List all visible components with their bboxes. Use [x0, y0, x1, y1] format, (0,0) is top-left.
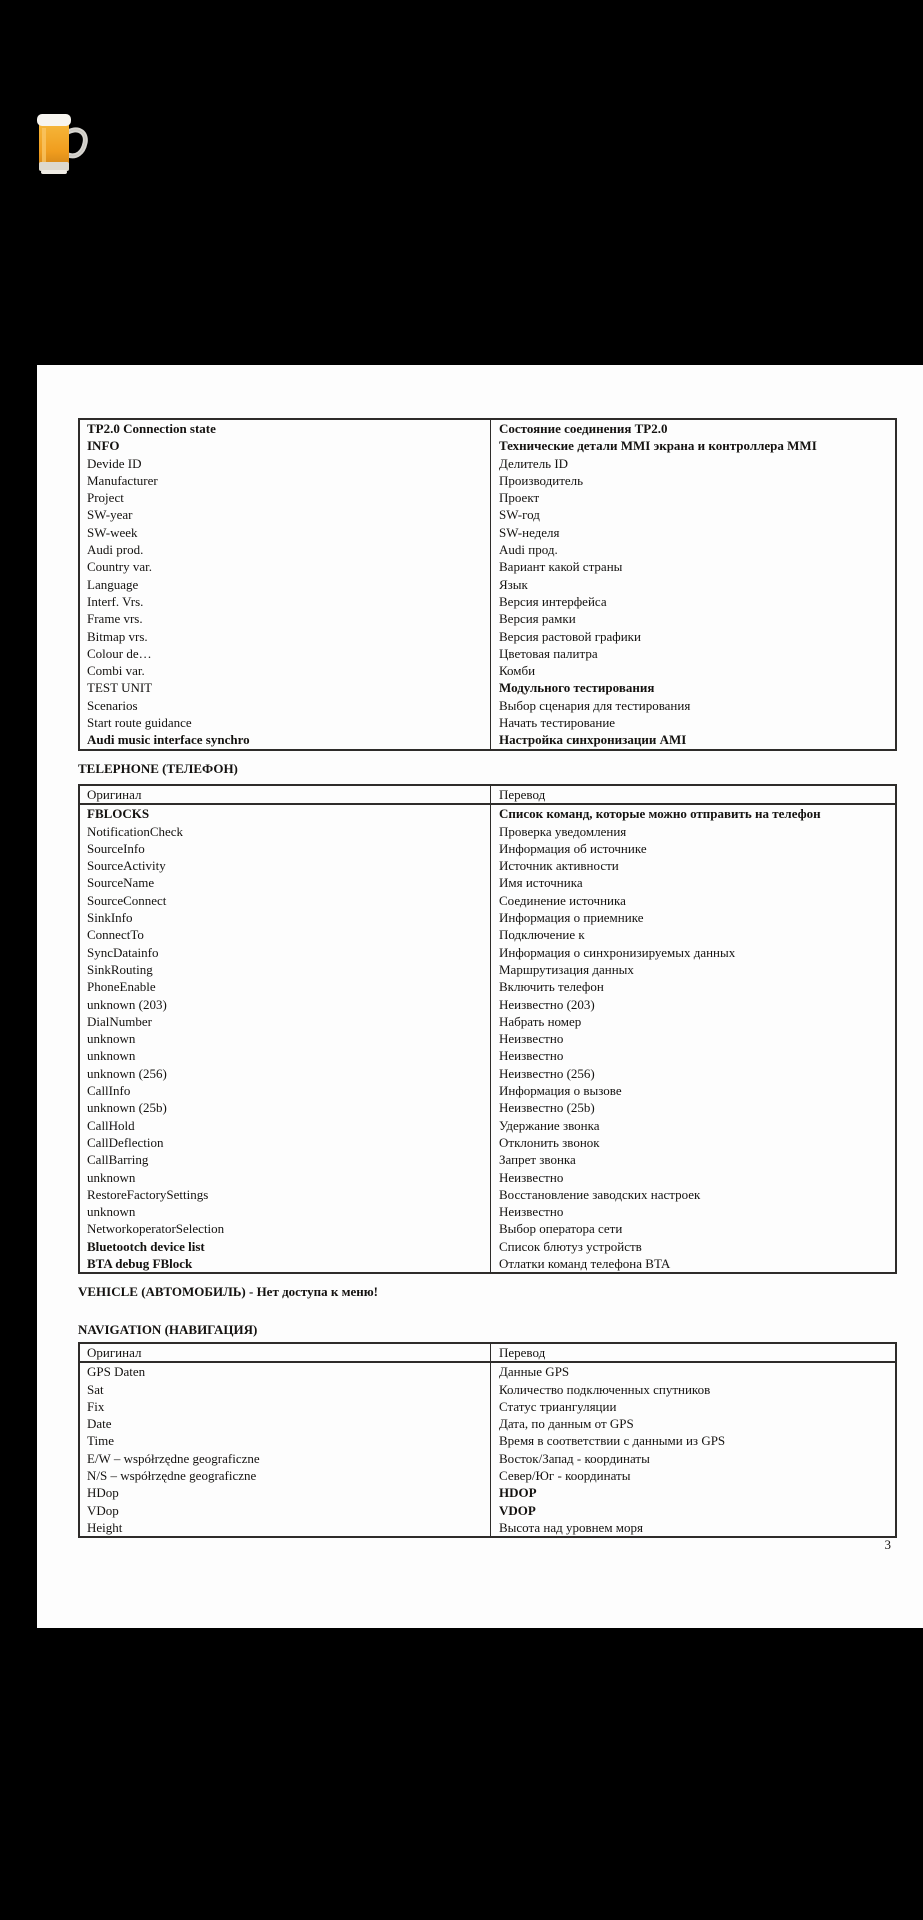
- table-cell-translation: Технические детали MMI экрана и контроллера MMI: [499, 438, 817, 454]
- table-row: [80, 1484, 895, 1501]
- table-cell-original: Bitmap vrs.: [80, 628, 491, 645]
- table-row: [80, 944, 895, 961]
- table-header-row: [80, 786, 895, 805]
- table-cell-original: unknown: [80, 1030, 491, 1047]
- table-row: [80, 1151, 895, 1168]
- table-cell-translation: HDOP: [499, 1485, 537, 1501]
- table-row: [80, 420, 895, 437]
- table-cell-original: Colour de…: [80, 645, 491, 662]
- table-cell-original: SourceName: [80, 874, 491, 891]
- table-cell-translation: Подключение к: [499, 927, 585, 943]
- table-row: [80, 1082, 895, 1099]
- table-row: [80, 1415, 895, 1432]
- table-row: [80, 1117, 895, 1134]
- table-cell-translation: Неизвестно: [499, 1204, 564, 1220]
- beer-mug-graphic: [33, 111, 89, 177]
- table-cell-translation: Audi прод.: [499, 542, 558, 558]
- table-cell-original: unknown (203): [80, 996, 491, 1013]
- table-cell-original: Manufacturer: [80, 472, 491, 489]
- table-row: [80, 524, 895, 541]
- table-cell-original: SW-week: [80, 524, 491, 541]
- table-cell-translation: Запрет звонка: [499, 1152, 576, 1168]
- table-row: [80, 593, 895, 610]
- table-cell-translation: Язык: [499, 576, 528, 592]
- table-cell-translation: Количество подключенных спутников: [499, 1381, 711, 1397]
- table-cell-original: CallBarring: [80, 1151, 491, 1168]
- table-row: [80, 978, 895, 995]
- table-row: [80, 645, 895, 662]
- table-row: [80, 1186, 895, 1203]
- table-cell-translation: Информация об источнике: [499, 840, 647, 856]
- table-cell-original: E/W – współrzędne geograficzne: [80, 1450, 491, 1467]
- table-cell-original: Оригинал: [80, 786, 491, 803]
- beer-mug-icon: [33, 111, 89, 177]
- table-cell-original: HDop: [80, 1484, 491, 1501]
- table-row: [80, 489, 895, 506]
- table-row: [80, 892, 895, 909]
- table-cell-translation: Время в соответствии с данными из GPS: [499, 1433, 726, 1449]
- table-row: [80, 1502, 895, 1519]
- table-cell-translation: Цветовая палитра: [499, 645, 598, 661]
- table-cell-original: CallDeflection: [80, 1134, 491, 1151]
- table-row: [80, 576, 895, 593]
- table-cell-translation: Имя источника: [499, 875, 583, 891]
- table-row: [80, 731, 895, 748]
- table-cell-original: Interf. Vrs.: [80, 593, 491, 610]
- table-row: [80, 1238, 895, 1255]
- table-cell-translation: Производитель: [499, 472, 584, 488]
- table-row: [80, 697, 895, 714]
- table-row: [80, 1013, 895, 1030]
- table-cell-original: GPS Daten: [80, 1363, 491, 1380]
- navigation-table: [78, 1342, 897, 1538]
- table-cell-translation: Перевод: [499, 787, 546, 802]
- table-cell-translation: Начать тестирование: [499, 715, 616, 731]
- table-cell-original: Time: [80, 1432, 491, 1449]
- table-cell-translation: Высота над уровнем моря: [499, 1519, 644, 1535]
- table-row: [80, 558, 895, 575]
- table-cell-translation: Перевод: [499, 1345, 546, 1360]
- table-cell-translation: Источник активности: [499, 858, 619, 874]
- table-row: [80, 1467, 895, 1484]
- table-cell-translation: VDOP: [499, 1502, 536, 1518]
- table-cell-translation: Выбор сценария для тестирования: [499, 697, 691, 713]
- table-row: [80, 1203, 895, 1220]
- table-cell-translation: Отлатки команд телефона BTA: [499, 1256, 671, 1272]
- table-row: [80, 628, 895, 645]
- table-cell-original: Оригинал: [80, 1344, 491, 1361]
- table-header-row: [80, 1344, 895, 1363]
- table-row: [80, 662, 895, 679]
- table-cell-translation: Информация о приемнике: [499, 910, 644, 926]
- table-cell-translation: Отклонить звонок: [499, 1134, 600, 1150]
- table-cell-translation: SW-год: [499, 507, 540, 523]
- mmi-info-table: [78, 418, 897, 751]
- table-row: [80, 472, 895, 489]
- table-row: [80, 823, 895, 840]
- table-cell-translation: Неизвестно (256): [499, 1065, 595, 1081]
- table-cell-translation: Маршрутизация данных: [499, 961, 634, 977]
- table-row: [80, 1047, 895, 1064]
- table-cell-original: Language: [80, 576, 491, 593]
- table-cell-translation: Данные GPS: [499, 1364, 570, 1380]
- table-cell-translation: Восстановление заводских настроек: [499, 1186, 701, 1202]
- table-cell-original: NetworkoperatorSelection: [80, 1220, 491, 1237]
- page-number: 3: [884, 1537, 891, 1552]
- table-cell-original: SinkRouting: [80, 961, 491, 978]
- table-cell-original: Combi var.: [80, 662, 491, 679]
- table-cell-translation: Настройка синхронизации AMI: [499, 732, 687, 748]
- table-cell-original: Height: [80, 1519, 491, 1536]
- table-cell-original: Date: [80, 1415, 491, 1432]
- table-cell-original: Bluetootch device list: [80, 1238, 491, 1255]
- table-cell-original: Devide ID: [80, 455, 491, 472]
- table-cell-translation: Информация о вызове: [499, 1083, 622, 1099]
- table-row: [80, 1255, 895, 1272]
- table-cell-translation: Неизвестно: [499, 1169, 564, 1185]
- telephone-section-heading: TELEPHONE (ТЕЛЕФОН): [78, 761, 238, 776]
- table-cell-translation: Набрать номер: [499, 1013, 582, 1029]
- table-cell-original: Audi music interface synchro: [80, 731, 491, 748]
- table-row: [80, 541, 895, 558]
- vehicle-note: VEHICLE (АВТОМОБИЛЬ) - Нет доступа к меню!: [78, 1284, 379, 1299]
- table-row: [80, 857, 895, 874]
- table-cell-original: Country var.: [80, 558, 491, 575]
- table-row: [80, 455, 895, 472]
- table-row: [80, 610, 895, 627]
- table-cell-original: Fix: [80, 1398, 491, 1415]
- table-row: [80, 926, 895, 943]
- table-row: [80, 1398, 895, 1415]
- table-cell-original: TEST UNIT: [80, 679, 491, 696]
- table-row: [80, 996, 895, 1013]
- table-cell-translation: Комби: [499, 663, 536, 679]
- table-row: [80, 1065, 895, 1082]
- table-cell-original: FBLOCKS: [80, 805, 491, 822]
- table-row: [80, 1432, 895, 1449]
- table-row: [80, 1099, 895, 1116]
- table-cell-original: SW-year: [80, 506, 491, 523]
- table-cell-translation: Список команд, которые можно отправить на телефон: [499, 806, 821, 822]
- table-cell-translation: Неизвестно (203): [499, 996, 595, 1012]
- table-row: [80, 506, 895, 523]
- table-cell-translation: Версия интерфейса: [499, 593, 607, 609]
- table-cell-original: ConnectTo: [80, 926, 491, 943]
- table-cell-translation: Статус триангуляции: [499, 1398, 617, 1414]
- table-cell-original: CallInfo: [80, 1082, 491, 1099]
- table-row: [80, 840, 895, 857]
- table-row: [80, 1363, 895, 1380]
- table-cell-original: Frame vrs.: [80, 610, 491, 627]
- table-cell-original: SourceActivity: [80, 857, 491, 874]
- table-row: [80, 679, 895, 696]
- table-cell-original: NotificationCheck: [80, 823, 491, 840]
- table-cell-original: N/S – współrzędne geograficzne: [80, 1467, 491, 1484]
- table-cell-original: Sat: [80, 1381, 491, 1398]
- table-cell-translation: Список блютуз устройств: [499, 1238, 642, 1254]
- table-cell-original: unknown (25b): [80, 1099, 491, 1116]
- table-cell-original: DialNumber: [80, 1013, 491, 1030]
- table-cell-original: PhoneEnable: [80, 978, 491, 995]
- table-row: [80, 1381, 895, 1398]
- table-cell-translation: Модульного тестирования: [499, 680, 655, 696]
- table-cell-translation: Включить телефон: [499, 979, 604, 995]
- table-cell-translation: Выбор оператора сети: [499, 1221, 623, 1237]
- table-row: [80, 437, 895, 454]
- table-cell-translation: Север/Юг - координаты: [499, 1468, 631, 1484]
- table-cell-translation: Состояние соединения TP2.0: [499, 421, 668, 436]
- table-cell-original: Project: [80, 489, 491, 506]
- table-row: [80, 1169, 895, 1186]
- table-cell-original: SourceConnect: [80, 892, 491, 909]
- table-row: [80, 1030, 895, 1047]
- telephone-table: [78, 784, 897, 1274]
- table-cell-translation: Соединение источника: [499, 892, 626, 908]
- table-cell-translation: Проект: [499, 490, 540, 506]
- table-row: [80, 805, 895, 822]
- table-cell-translation: Проверка уведомления: [499, 823, 627, 839]
- table-cell-original: INFO: [80, 437, 491, 454]
- table-cell-original: SyncDatainfo: [80, 944, 491, 961]
- table-cell-translation: Удержание звонка: [499, 1117, 600, 1133]
- table-cell-translation: Информация о синхронизируемых данных: [499, 944, 736, 960]
- table-cell-translation: Версия растовой графики: [499, 628, 641, 644]
- table-row: [80, 961, 895, 978]
- table-row: [80, 1450, 895, 1467]
- table-cell-translation: Восток/Запад - координаты: [499, 1450, 650, 1466]
- table-row: [80, 909, 895, 926]
- table-cell-translation: Делитель ID: [499, 455, 569, 471]
- table-cell-original: Start route guidance: [80, 714, 491, 731]
- table-cell-original: Audi prod.: [80, 541, 491, 558]
- table-cell-original: unknown: [80, 1047, 491, 1064]
- table-row: [80, 714, 895, 731]
- table-cell-translation: Неизвестно (25b): [499, 1100, 595, 1116]
- table-cell-translation: SW-неделя: [499, 524, 560, 540]
- table-cell-translation: Дата, по данным от GPS: [499, 1416, 634, 1432]
- table-cell-original: TP2.0 Connection state: [80, 420, 491, 437]
- table-cell-translation: Неизвестно: [499, 1048, 564, 1064]
- navigation-section-heading: NAVIGATION (НАВИГАЦИЯ): [78, 1322, 258, 1337]
- table-cell-original: VDop: [80, 1502, 491, 1519]
- table-row: [80, 1519, 895, 1536]
- table-cell-original: RestoreFactorySettings: [80, 1186, 491, 1203]
- document-page: [37, 365, 923, 1628]
- table-cell-original: CallHold: [80, 1117, 491, 1134]
- table-cell-original: SinkInfo: [80, 909, 491, 926]
- table-row: [80, 1220, 895, 1237]
- table-cell-original: unknown (256): [80, 1065, 491, 1082]
- table-cell-translation: Неизвестно: [499, 1031, 564, 1047]
- table-row: [80, 874, 895, 891]
- table-cell-original: unknown: [80, 1169, 491, 1186]
- table-cell-translation: Вариант какой страны: [499, 559, 623, 575]
- table-cell-original: BTA debug FBlock: [80, 1255, 491, 1272]
- table-cell-original: unknown: [80, 1203, 491, 1220]
- table-cell-original: Scenarios: [80, 697, 491, 714]
- table-cell-original: SourceInfo: [80, 840, 491, 857]
- table-row: [80, 1134, 895, 1151]
- table-cell-translation: Версия рамки: [499, 611, 576, 627]
